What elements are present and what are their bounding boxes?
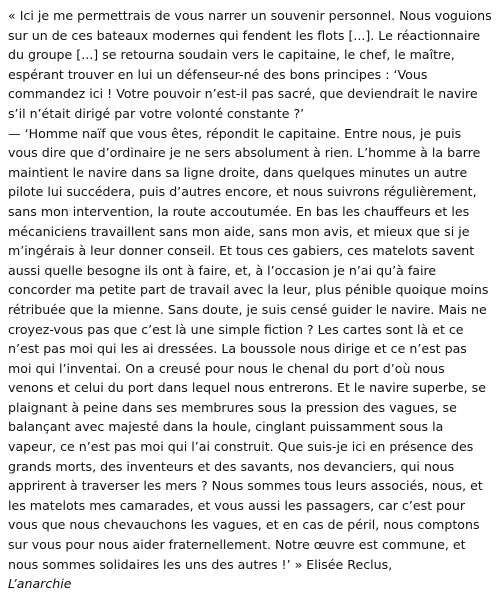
quote-paragraph-body: — ‘Homme naïf que vous êtes, répondit le capitaine. Entre nous, je puis vous dire que d’ordinaire je ne sers absolument à rien. L’homme à la barre maintient le navire dans sa ligne droite, dans quelques minutes un autre pilote lui succédera, puis d’autres encore, et nous suivrons régulièrement, sans mon intervention, la route accoutumée. En bas les chauffeurs et les mécaniciens travaillent sans mon aide, sans mon avis, et mieux que si je m’ingérais à leur donner conseil. Et tous ces gabiers, ces matelots savent aussi quelle besogne ils ont à faire, et, à l’occasion je n’ai qu’à faire concorder ma petite part de travail avec la leur, plus pénible quoique moins rétribuée que la mienne. Sans doute, je suis censé guider le navire. Mais ne croyez-vous pas que c’est là une simple fiction ? Les cartes sont là et ce n’est pas moi qui les ai dressées. La boussole nous dirige et ce n’est pas moi qui l’inventai. On a creusé pour nous le chenal du port d’où nous venons et celui du port dans lequel nous entrerons. Et le navire superbe, se plaignant à peine dans ses membrures sous la pression des vagues, se balançant avec majesté dans la houle, cinglant puissamment sous la vapeur, ce n’est pas moi qui l’ai construit. Que suis-je ici en présence des grands morts, des inventeurs et des savants, nos devanciers, qui nous apprirent à traverser les mers ? Nous sommes tous leurs associés, nous, et les matelots mes camarades, et vous aussi les passagers, car c’est pour vous que nous chevauchons les vagues, et en cas de péril, nous comptons sur vous pour nous aider fraternellement. Notre œuvre est commune, et nous sommes solidaires les uns des autres !’ » Elisée Reclus, [8, 125, 489, 572]
source-title: L’anarchie [8, 576, 72, 592]
quote-paragraph-captain-reply [8, 124, 493, 594]
quote-paragraph-intro: « Ici je me permettrais de vous narrer un souvenir personnel. Nous voguions sur un de ces bateaux modernes qui fendent les flots [...]. Le réactionnaire du groupe [...] se retourna soudain vers le capitaine, le chef, le maître, espérant trouver en lui un défenseur-né des bons principes : ‘Vous commandez ici ! Votre pouvoir n’est-il pas sacré, que deviendrait le navire s’il n’était dirigé par votre volonté constante ?’ [8, 8, 492, 121]
